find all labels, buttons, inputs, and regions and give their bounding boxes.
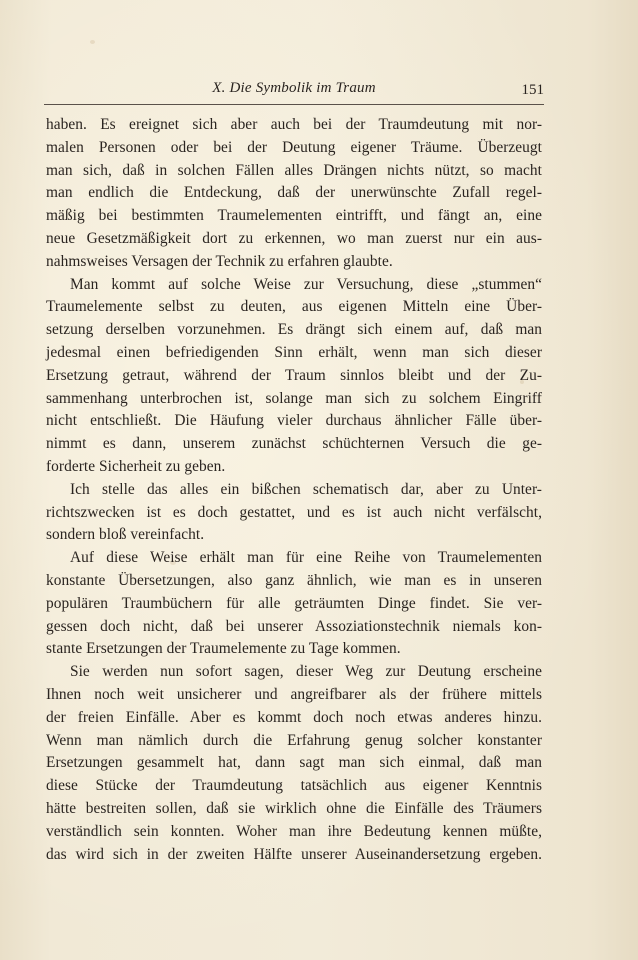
text-line: hätte bestreiten sollen, daß sie wirklich ohne die Einfälle des Träumers — [46, 799, 542, 817]
text-line: Ihnen noch weit unsicherer und angreifbarer als der frühere mittels — [46, 685, 542, 703]
text-line: jedesmal einen befriedigenden Sinn erhält, wenn man sich dieser — [46, 343, 542, 361]
running-title: X. Die Symbolik im Traum — [212, 80, 376, 96]
text-line: Traumelemente selbst zu deuten, aus eigenen Mitteln eine Über- — [46, 298, 542, 316]
text-line: nimmt es dann, unserem zunächst schüchternen Versuch die ge- — [46, 435, 542, 453]
text-line: Sie werden nun sofort sagen, dieser Weg zur Deutung erscheine — [70, 663, 542, 681]
text-line: sondern bloß vereinfacht. — [46, 526, 205, 544]
text-line: Auf diese Weise erhält man für eine Reihe von Traumelementen — [70, 549, 542, 567]
page-number: 151 — [521, 82, 544, 98]
text-line: Man kommt auf solche Weise zur Versuchung, diese „stummen“ — [70, 275, 542, 293]
text-line: Ersetzungen gesammelt hat, dann sagt man sich einmal, daß man — [46, 754, 542, 772]
text-line: konstante Übersetzungen, also ganz ähnlich, wie man es in unseren — [46, 571, 542, 589]
text-line: setzung derselben vorzunehmen. Es drängt sich einem auf, daß man — [46, 321, 542, 339]
text-line: malen Personen oder bei der Deutung eigener Träume. Überzeugt — [46, 138, 542, 156]
body-text — [46, 114, 542, 866]
text-line: man endlich die Entdeckung, daß der unerwünschte Zufall regel- — [46, 184, 542, 202]
text-line: forderte Sicherheit zu geben. — [46, 457, 226, 475]
text-line: richtszwecken ist es doch gestattet, und es ist auch nicht verfälscht, — [46, 503, 542, 521]
text-line: Wenn man nämlich durch die Erfahrung genug solcher konstanter — [46, 731, 542, 749]
paper-stain — [90, 40, 95, 44]
text-line: haben. Es ereignet sich aber auch bei der Traumdeutung mit nor- — [46, 116, 542, 133]
text-line: diese Stücke der Traumdeutung tatsächlich aus eigener Kenntnis — [46, 777, 542, 795]
text-line: nicht entschließt. Die Häufung vieler durchaus ähnlicher Fälle über- — [46, 412, 542, 430]
text-line: stante Ersetzungen der Traumelemente zu Tage kommen. — [46, 640, 401, 658]
text-line: Ich stelle das alles ein bißchen schematisch dar, aber zu Unter- — [70, 480, 542, 498]
text-line: verständlich sein konnten. Woher man ihre Bedeutung kennen müßte, — [46, 822, 542, 840]
text-line: Ersetzung getraut, während der Traum sinnlos bleibt und der Zu- — [46, 366, 542, 384]
text-line: mäßig bei bestimmten Traumelementen eintrifft, und fängt an, eine — [46, 207, 542, 225]
text-line: populären Traumbüchern für alle geträumten Dinge findet. Sie ver- — [46, 594, 542, 612]
text-line: sammenhang unterbrochen ist, solange man sich zu solchem Eingriff — [46, 389, 542, 407]
text-line: der freien Einfälle. Aber es kommt doch noch etwas anderes hinzu. — [46, 708, 542, 726]
text-line: das wird sich in der zweiten Hälfte unserer Auseinandersetzung ergeben. — [46, 845, 542, 863]
text-line: gessen doch nicht, daß bei unserer Assoziationstechnik niemals kon- — [46, 617, 542, 635]
text-line: man sich, daß in solchen Fällen alles Drängen nichts nützt, so macht — [46, 161, 542, 179]
running-header — [44, 78, 544, 105]
text-line: neue Gesetzmäßigkeit dort zu erkennen, wo man zuerst nur ein aus- — [46, 229, 542, 247]
text-line: nahmsweises Versagen der Technik zu erfahren glaubte. — [46, 252, 393, 270]
